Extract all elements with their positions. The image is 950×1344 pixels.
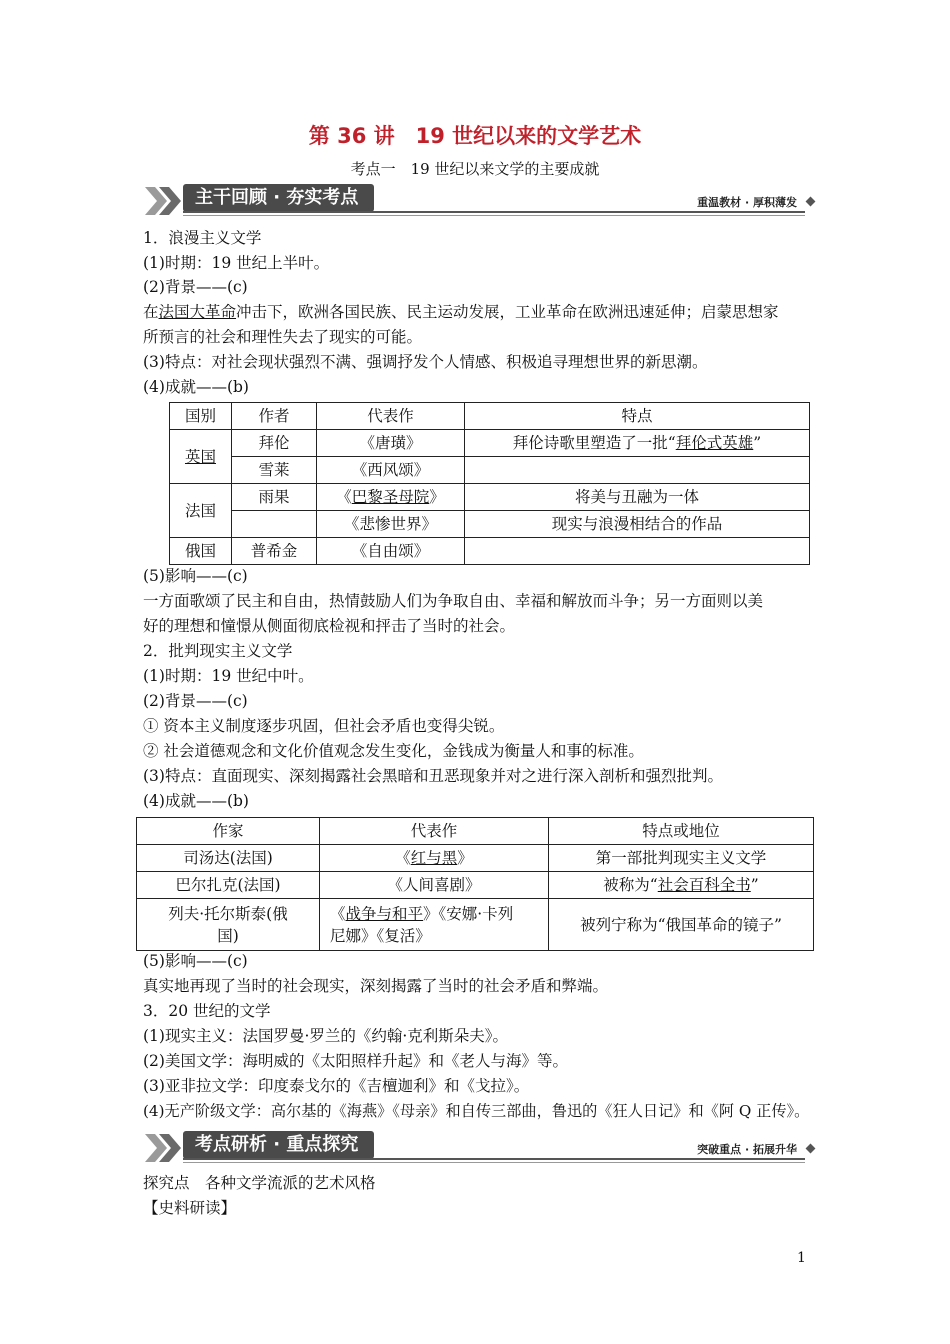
table-cell [465,457,810,484]
text-span: 列夫·托尔斯泰(俄 [168,904,288,923]
text-span: 尼娜》《复活》 [330,926,431,945]
page-number: 1 [797,1250,806,1266]
table-header-cell: 国别 [170,403,232,430]
chevron-arrows-icon [143,1134,183,1162]
table-row [170,538,810,565]
table-row [170,457,810,484]
underlined-term: 巴黎圣母院 [351,488,430,506]
table-header-row [170,403,810,430]
text-span: 》 [429,488,445,506]
text-span: 《 [395,849,411,867]
list-item: (4)无产阶级文学：高尔基的《海燕》《母亲》和自传三部曲，鲁迅的《狂人日记》和《阿 Q 正传》。 [143,1102,810,1120]
section-heading: 3．20 世纪的文学 [143,1002,271,1020]
text-span: 国) [217,926,239,945]
table-cell: 普希金 [232,538,317,565]
table-header-cell: 作者 [232,403,317,430]
section-heading: 1．浪漫主义文学 [143,229,262,247]
list-item: (3)亚非拉文学：印度泰戈尔的《吉檀迦利》和《戈拉》。 [143,1077,530,1095]
table-cell: 《悲惨世界》 [317,511,465,538]
text-span: ” [750,876,759,894]
table-cell: 《西风颂》 [317,457,465,484]
period-line: (1)时期：19 世纪中叶。 [143,667,314,685]
table-cell: 拜伦 [232,430,317,457]
table-cell: 俄国 [170,538,232,565]
table-header-cell: 特点或地位 [549,818,814,845]
chevron-arrows-icon [143,187,183,215]
features-line: (3)特点：对社会现状强烈不满、强调抒发个人情感、积极追寻理想世界的新思潮。 [143,353,708,371]
banner-rule-thin [183,215,805,216]
banner-label: 主干回顾 · 夯实考点 [183,184,374,212]
text-span: 》《安娜·卡列 [423,904,514,923]
underlined-term: 拜伦式英雄 [675,434,754,452]
text-span: 冲击下，欧洲各国民族、民主运动发展，工业革命在欧洲迅速延伸；启蒙思想家 [236,303,779,321]
features-line: (3)特点：直面现实、深刻揭露社会黑暗和丑恶现象并对之进行深入剖析和强烈批判。 [143,767,723,785]
table-cell: 雪莱 [232,457,317,484]
table-cell: 司汤达(法国) [137,845,320,872]
banner-rule-thin [183,1162,805,1163]
achievements-label: (4)成就——(b) [143,378,249,396]
text-span: 《 [330,904,346,923]
romanticism-table [169,402,810,565]
impact-line: 真实地再现了当时的社会现实，深刻揭露了当时的社会矛盾和弊端。 [143,977,609,995]
table-cell [549,872,814,899]
impact-line: 一方面歌颂了民主和自由，热情鼓励人们为争取自由、幸福和解放而斗争；另一方面则以美 [143,592,764,610]
table-row [137,899,814,951]
list-item: (1)现实主义：法国罗曼·罗兰的《约翰·克利斯朵夫》。 [143,1027,509,1045]
table-row [137,845,814,872]
banner-rule [183,1158,805,1160]
text-span: ” [753,434,762,452]
background-text [143,301,779,323]
background-item: ② 社会道德观念和文化价值观念发生变化，金钱成为衡量人和事的标准。 [143,742,644,760]
table-cell: 第一部批判现实主义文学 [549,845,814,872]
explore-subheading: 【史料研读】 [143,1199,237,1217]
table-cell: 被列宁称为“俄国革命的镜子” [549,899,814,951]
achievements-label: (4)成就——(b) [143,792,249,810]
table-header-cell: 代表作 [320,818,549,845]
table-cell: 将美与丑融为一体 [465,484,810,511]
banner-slogan: 突破重点 · 拓展升华 [697,1143,797,1156]
banner-rule [183,211,805,213]
table-cell: 《唐璜》 [317,430,465,457]
table-cell [137,899,320,951]
table-header-cell: 代表作 [317,403,465,430]
table-cell [465,538,810,565]
background-label: (2)背景——(c) [143,278,248,296]
impact-label: (5)影响——(c) [143,952,248,970]
diamond-icon [806,1144,816,1154]
page-subtitle: 考点一 19 世纪以来文学的主要成就 [350,160,600,178]
table-row [170,430,810,457]
underlined-term: 红与黑 [410,849,458,867]
text-span: 在 [143,303,159,321]
list-item: (2)美国文学：海明威的《太阳照样升起》和《老人与海》等。 [143,1052,568,1070]
text-span: 被称为“ [603,876,658,894]
section-banner-explore [143,1131,815,1165]
table-cell [317,484,465,511]
table-cell: 巴尔扎克(法国) [137,872,320,899]
text-span: 拜伦诗歌里塑造了一批“ [512,434,676,452]
table-cell: 雨果 [232,484,317,511]
table-cell: 英国 [170,430,232,484]
diamond-icon [806,197,816,207]
table-cell: 《人间喜剧》 [320,872,549,899]
underlined-term: 法国大革命 [158,303,237,321]
realism-table [136,817,814,951]
table-cell [232,511,317,538]
table-header-cell: 作家 [137,818,320,845]
banner-slogan: 重温教材 · 厚积薄发 [697,196,797,209]
table-header-row [137,818,814,845]
table-cell [465,430,810,457]
impact-line: 好的理想和憧憬从侧面彻底检视和抨击了当时的社会。 [143,617,516,635]
background-item: ① 资本主义制度逐步巩固，但社会矛盾也变得尖锐。 [143,717,505,735]
table-row [137,872,814,899]
table-row [170,484,810,511]
underlined-term: 社会百科全书 [657,876,751,894]
table-row [170,511,810,538]
table-header-cell: 特点 [465,403,810,430]
table-cell: 现实与浪漫相结合的作品 [465,511,810,538]
text-span: 《 [336,488,352,506]
background-label: (2)背景——(c) [143,692,248,710]
banner-label: 考点研析 · 重点探究 [183,1131,374,1159]
table-cell: 《自由颂》 [317,538,465,565]
section-banner-review [143,184,815,218]
table-cell [320,845,549,872]
background-text-line2: 所预言的社会和理性失去了现实的可能。 [143,328,423,346]
page-title: 第 36 讲 19 世纪以来的文学艺术 [308,124,642,148]
section-heading: 2．批判现实主义文学 [143,642,293,660]
underlined-term: 战争与和平 [345,904,424,923]
table-cell: 法国 [170,484,232,538]
table-cell [320,899,549,951]
explore-heading: 探究点 各种文学流派的艺术风格 [143,1174,376,1192]
impact-label: (5)影响——(c) [143,567,248,585]
period-line: (1)时期：19 世纪上半叶。 [143,254,330,272]
text-span: 》 [457,849,473,867]
